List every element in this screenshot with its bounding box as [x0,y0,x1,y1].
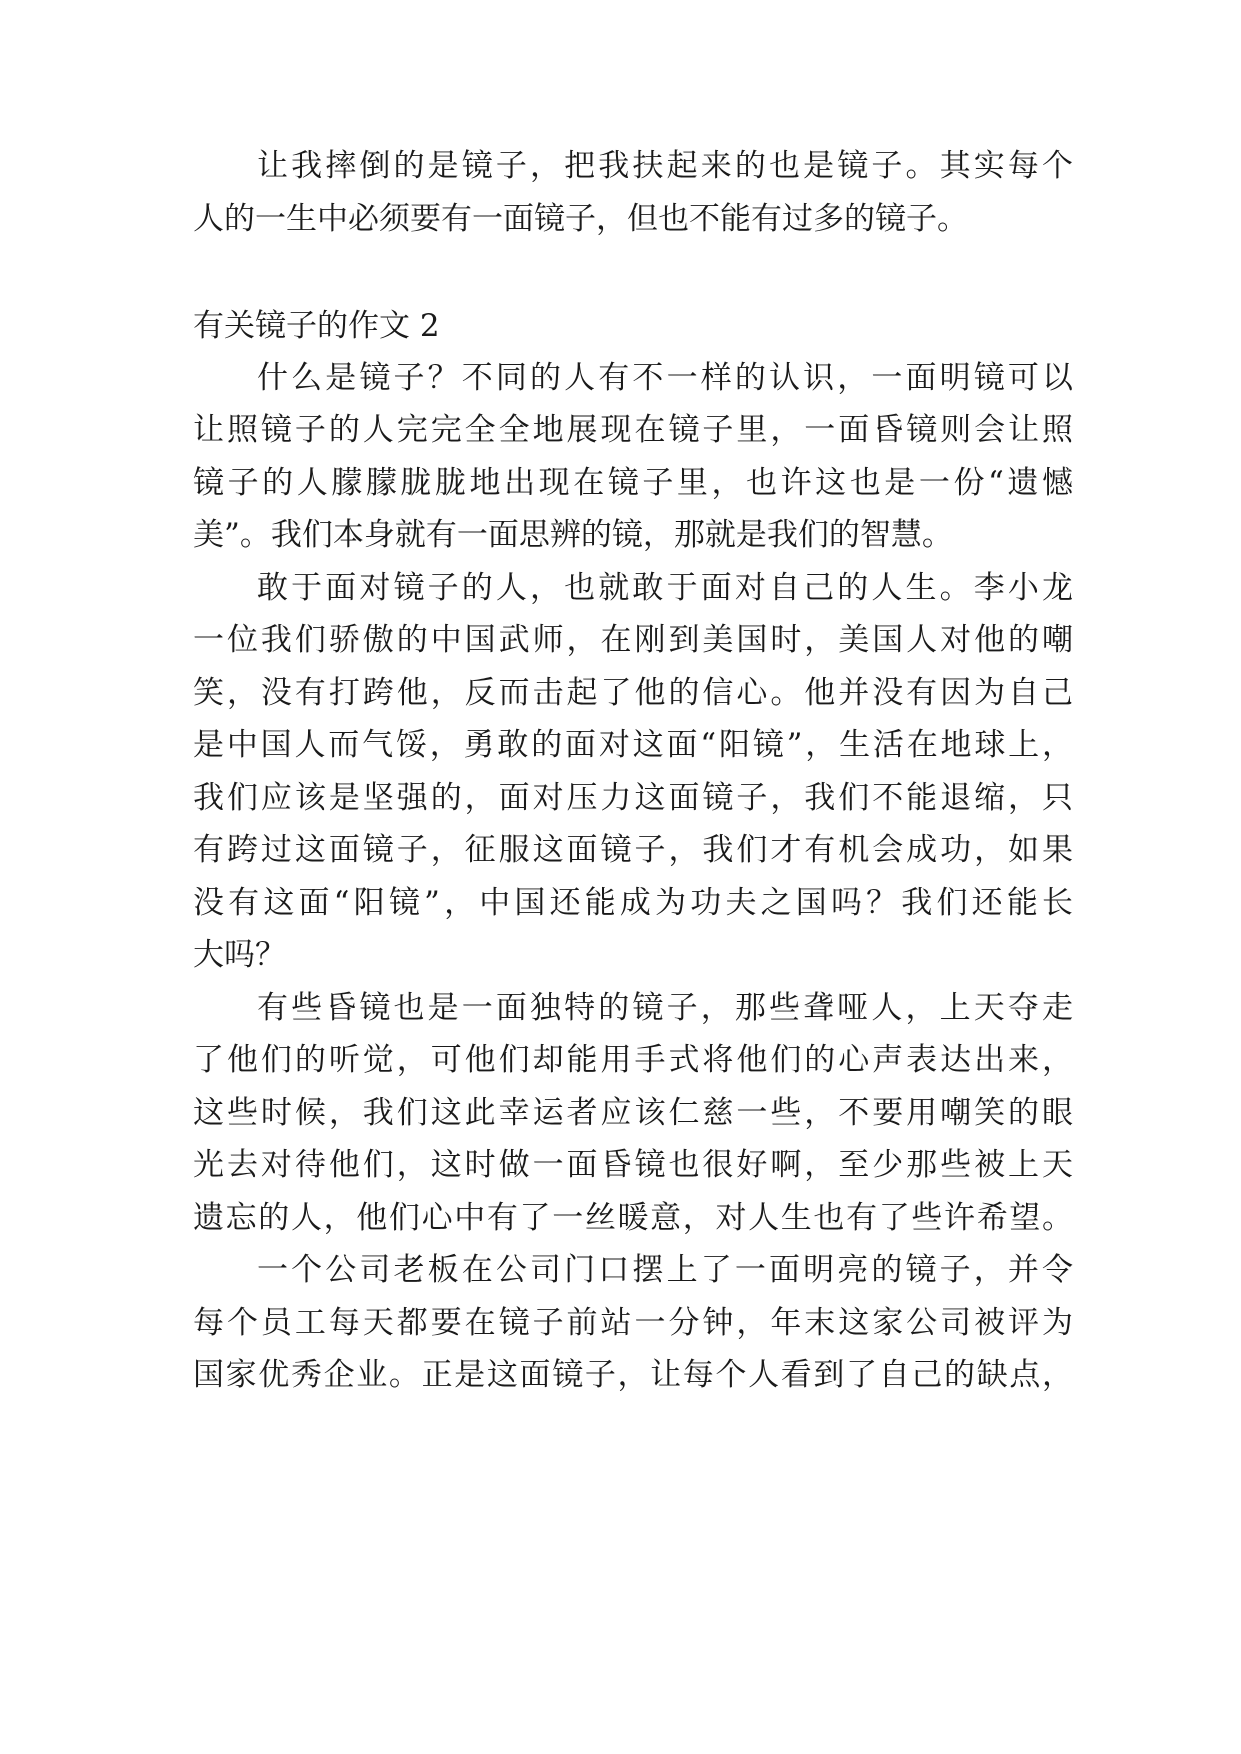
paragraph-line: 光去对待他们，这时做一面昏镜也很好啊，至少那些被上天 [193,1147,1073,1183]
paragraph-line: 让我摔倒的是镜子，把我扶起来的也是镜子。其实每个 [257,148,1073,184]
paragraph-line: 美”。我们本身就有一面思辨的镜，那就是我们的智慧。 [193,517,953,553]
paragraph-line: 人的一生中必须要有一面镜子，但也不能有过多的镜子。 [193,201,968,237]
paragraph-line: 我们应该是坚强的，面对压力这面镜子，我们不能退缩，只 [193,780,1073,816]
paragraph-line: 了他们的听觉，可他们却能用手式将他们的心声表达出来， [193,1042,1073,1078]
paragraph-line: 没有这面“阳镜”，中国还能成为功夫之国吗？我们还能长 [193,885,1073,921]
section-heading: 有关镜子的作文 2 [193,308,440,344]
paragraph-line: 每个员工每天都要在镜子前站一分钟，年末这家公司被评为 [193,1305,1073,1341]
paragraph-line: 这些时候，我们这此幸运者应该仁慈一些，不要用嘲笑的眼 [193,1095,1073,1131]
paragraph-line: 国家优秀企业。正是这面镜子，让每个人看到了自己的缺点， [193,1357,1073,1393]
paragraph-line: 有跨过这面镜子，征服这面镜子，我们才有机会成功，如果 [193,832,1073,868]
paragraph-line: 一个公司老板在公司门口摆上了一面明亮的镜子，并令 [257,1252,1073,1288]
paragraph-line: 让照镜子的人完完全全地展现在镜子里，一面昏镜则会让照 [193,412,1073,448]
paragraph-line: 大吗？ [193,937,286,973]
paragraph-line: 敢于面对镜子的人，也就敢于面对自己的人生。李小龙 [257,570,1073,606]
paragraph-line: 有些昏镜也是一面独特的镜子，那些聋哑人，上天夺走 [257,990,1073,1026]
paragraph-line: 一位我们骄傲的中国武师，在刚到美国时，美国人对他的嘲 [193,622,1073,658]
paragraph-line: 遗忘的人，他们心中有了一丝暖意，对人生也有了些许希望。 [193,1200,1073,1236]
paragraph-line: 镜子的人朦朦胧胧地出现在镜子里，也许这也是一份“遗憾 [193,465,1073,501]
paragraph-line: 是中国人而气馁，勇敢的面对这面“阳镜”，生活在地球上， [193,727,1073,763]
paragraph-line: 什么是镜子？不同的人有不一样的认识，一面明镜可以 [257,360,1073,396]
paragraph-line: 笑，没有打跨他，反而击起了他的信心。他并没有因为自己 [193,675,1073,711]
